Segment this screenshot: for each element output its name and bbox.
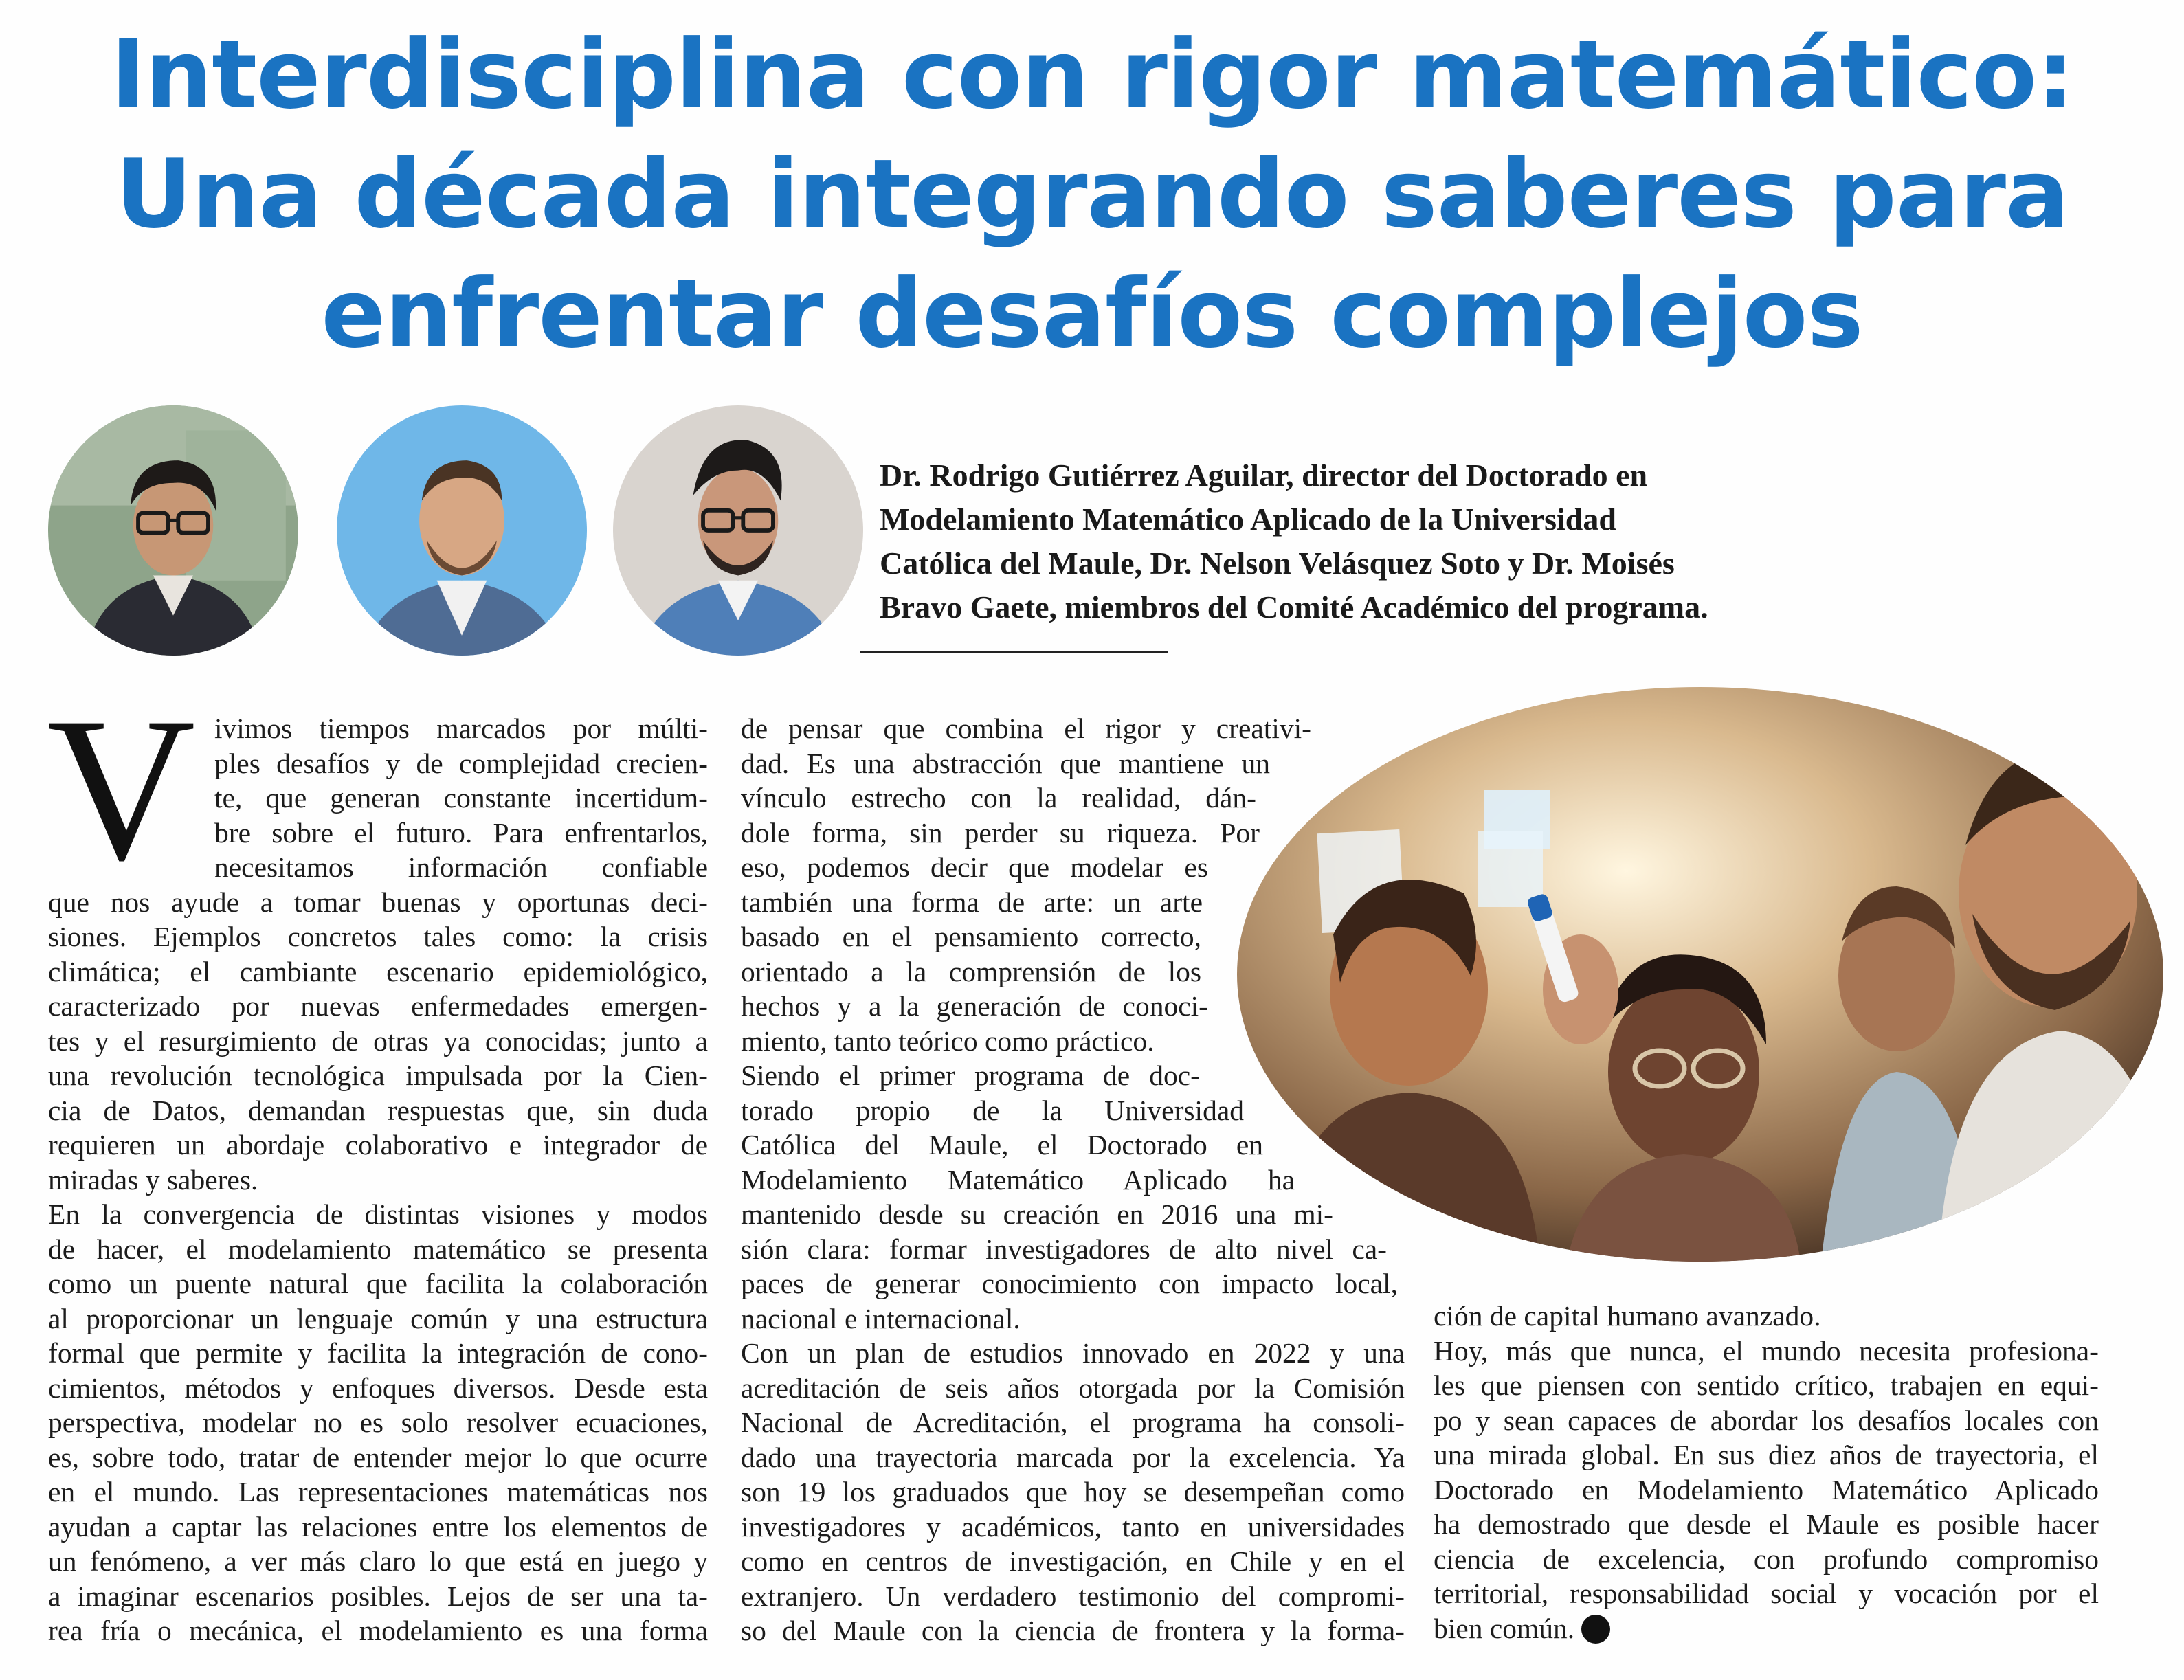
- article-line: cia de Datos, demandan respuestas que, sin duda: [48, 1094, 708, 1126]
- article-line: En la convergencia de distintas visiones y modos: [48, 1198, 708, 1230]
- article-line: acreditación de seis años otorgada por la Comisión: [741, 1371, 1405, 1404]
- article-line: ples desafíos y de complejidad crecien-: [214, 747, 708, 779]
- article-line: sión clara: formar investigadores de alto nivel ca-: [741, 1233, 1387, 1265]
- caption-line: Bravo Gaete, miembros del Comité Académico del programa.: [880, 590, 1708, 625]
- article-line: de pensar que combina el rigor y creativi-: [741, 713, 1311, 744]
- headline: [0, 15, 2184, 374]
- article-line: Hoy, más que nunca, el mundo necesita profesiona-: [1434, 1334, 2099, 1367]
- article-line: ción de capital humano avanzado.: [1434, 1300, 1821, 1332]
- article-line: te, que generan constante incertidum-: [214, 782, 708, 814]
- photo-caption: [880, 453, 1965, 629]
- article-line: Nacional de Acreditación, el programa ha consoli-: [741, 1407, 1405, 1438]
- article-line: mantenido desde su creación en 2016 una mi-: [741, 1198, 1333, 1230]
- article-line: hechos y a la generación de conoci-: [741, 990, 1208, 1022]
- article-line: nacional e internacional.: [741, 1302, 1021, 1334]
- portrait-nelson: [337, 405, 587, 656]
- article-line: miradas y saberes.: [48, 1163, 258, 1196]
- article-line: eso, podemos decir que modelar es: [741, 851, 1208, 883]
- end-mark-icon: [1581, 1615, 1610, 1644]
- article-line: paces de generar conocimiento con impacto local,: [741, 1268, 1398, 1299]
- article-line: po y sean capaces de abordar los desafíos locales con: [1434, 1404, 2099, 1436]
- caption-line: Modelamiento Matemático Aplicado de la Universidad: [880, 502, 1616, 537]
- article-line: que nos ayude a tomar buenas y oportunas deci-: [48, 886, 708, 918]
- article-line: Modelamiento Matemático Aplicado ha: [741, 1163, 1295, 1196]
- article-line: investigadores y académicos, tanto en universidades: [741, 1510, 1405, 1543]
- portrait-rodrigo: [48, 405, 298, 656]
- headline-line-3: enfrentar desafíos complejos: [321, 258, 1863, 369]
- article-line: una revolución tecnológica impulsada por la Cien-: [48, 1060, 708, 1091]
- headline-line-2: Una década integrando saberes para: [115, 139, 2069, 249]
- article-line: perspectiva, modelar no es solo resolver ecuaciones,: [48, 1407, 708, 1438]
- article-line: una mirada global. En sus diez años de trayectoria, el: [1434, 1439, 2099, 1470]
- article-line: bre sobre el futuro. Para enfrentarlos,: [214, 816, 708, 849]
- article-line: como en centros de investigación, en Chile y en el: [741, 1545, 1405, 1577]
- article-line: es, sobre todo, tratar de entender mejor lo que ocurre: [48, 1441, 708, 1473]
- article-line: Siendo el primer programa de doc-: [741, 1060, 1200, 1091]
- article-line: basado en el pensamiento correcto,: [741, 921, 1201, 952]
- article-line: a imaginar escenarios posibles. Lejos de ser una ta-: [48, 1580, 708, 1612]
- article-line: ha demostrado que desde el Maule es posible hacer: [1434, 1508, 2099, 1540]
- article-line: en el mundo. Las representaciones matemáticas nos: [48, 1476, 708, 1508]
- article-line: dole forma, sin perder su riqueza. Por: [741, 816, 1260, 849]
- article-line: siones. Ejemplos concretos tales como: la crisis: [48, 921, 708, 952]
- article-line: rea fría o mecánica, el modelamiento es una forma: [48, 1615, 708, 1646]
- article-line: dad. Es una abstracción que mantiene un: [741, 747, 1270, 779]
- article-line: requieren un abordaje colaborativo e integrador de: [48, 1129, 708, 1161]
- article-line: orientado a la comprensión de los: [741, 955, 1201, 987]
- caption-rule: [860, 651, 1168, 653]
- article-line: vínculo estrecho con la realidad, dán-: [741, 782, 1256, 814]
- article-line: territorial, responsabilidad social y vocación por el: [1434, 1578, 2099, 1609]
- article-line: Con un plan de estudios innovado en 2022 y una: [741, 1337, 1405, 1369]
- article-line: tes y el resurgimiento de otras ya conocidas; junto a: [48, 1024, 708, 1057]
- article-line: ciencia de excelencia, con profundo compromiso: [1434, 1543, 2099, 1575]
- article-line: so del Maule con la ciencia de frontera y la forma-: [741, 1615, 1405, 1646]
- caption-line: Dr. Rodrigo Gutiérrez Aguilar, director del Doctorado en: [880, 458, 1648, 493]
- caption-line: Católica del Maule, Dr. Nelson Velásquez Soto y Dr. Moisés: [880, 546, 1675, 581]
- article-line: como un puente natural que facilita la colaboración: [48, 1268, 708, 1299]
- article-line: también una forma de arte: un arte: [741, 886, 1203, 918]
- article-line: dado una trayectoria marcada por la excelencia. Ya: [741, 1441, 1405, 1473]
- article-line: Católica del Maule, el Doctorado en: [741, 1129, 1263, 1161]
- article-line: cimientos, métodos y enfoques diversos. Desde esta: [48, 1371, 708, 1404]
- article-column-3: [1434, 1299, 2099, 1646]
- article-line: extranjero. Un verdadero testimonio del compromi-: [741, 1580, 1405, 1612]
- article-line: de hacer, el modelamiento matemático se presenta: [48, 1233, 708, 1265]
- article-line: formal que permite y facilita la integración de cono-: [48, 1337, 708, 1369]
- article-line: caracterizado por nuevas enfermedades emergen-: [48, 990, 708, 1022]
- article-column-1: [48, 711, 708, 1648]
- headline-line-1: Interdisciplina con rigor matemático:: [110, 19, 2074, 130]
- team-photo: [1237, 687, 2163, 1262]
- article-line-final: [1434, 1611, 2099, 1646]
- article-line: Doctorado en Modelamiento Matemático Aplicado: [1434, 1473, 2099, 1505]
- article-line: necesitamos información confiable: [214, 851, 708, 883]
- portrait-moises: [613, 405, 863, 656]
- article-line: ivimos tiempos marcados por múlti-: [214, 713, 708, 744]
- article-line: miento, tanto teórico como práctico.: [741, 1024, 1155, 1057]
- article-line: bien común.: [1434, 1612, 1575, 1644]
- article-line: les que piensen con sentido crítico, trabajen en equi-: [1434, 1369, 2099, 1401]
- article-line: son 19 los graduados que hoy se desempeñan como: [741, 1476, 1405, 1508]
- article-line: al proporcionar un lenguaje común y una estructura: [48, 1302, 708, 1334]
- drop-cap: V: [47, 675, 196, 903]
- article-line: un fenómeno, a ver más claro lo que está en juego y: [48, 1545, 708, 1577]
- article-line: torado propio de la Universidad: [741, 1094, 1244, 1126]
- article-line: climática; el cambiante escenario epidemiológico,: [48, 955, 708, 987]
- article-line: ayudan a captar las relaciones entre los elementos de: [48, 1510, 708, 1543]
